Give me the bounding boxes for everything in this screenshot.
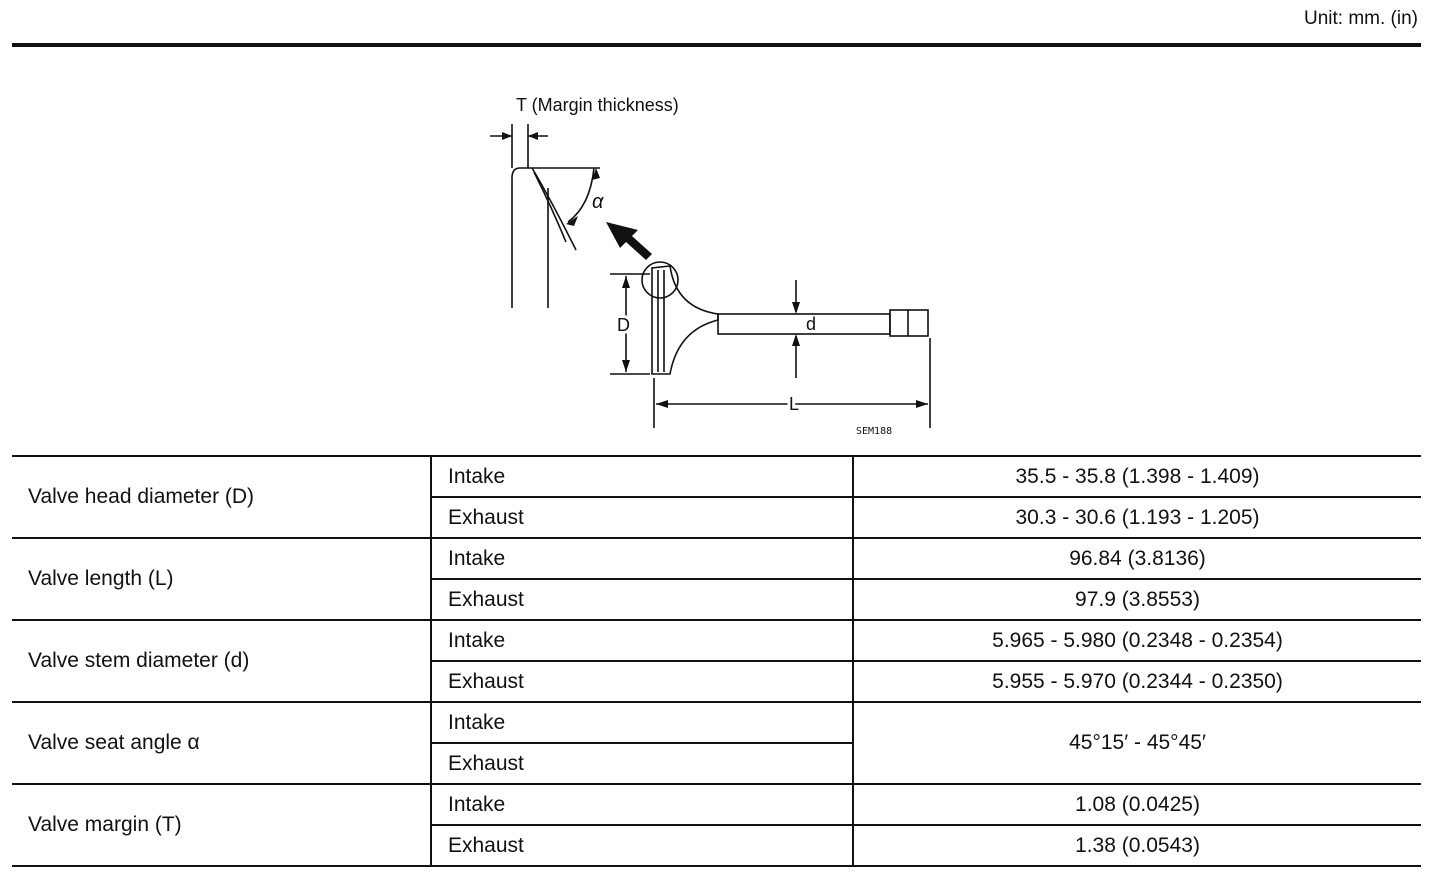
type-cell: Intake <box>431 538 853 579</box>
header-rule <box>12 43 1421 47</box>
value-cell: 5.965 - 5.980 (0.2348 - 0.2354) <box>853 620 1421 661</box>
alpha-arc <box>568 168 594 222</box>
type-cell: Intake <box>431 456 853 497</box>
valve-head <box>652 266 718 374</box>
stem-arrowhead-bottom <box>792 334 800 346</box>
t-arrowhead-left <box>502 132 512 140</box>
param-cell: Valve head diameter (D) <box>12 456 431 538</box>
alpha-symbol: α <box>592 191 604 213</box>
type-cell: Exhaust <box>431 579 853 620</box>
dim-label-lower-d: d <box>806 314 817 334</box>
value-cell: 1.38 (0.0543) <box>853 825 1421 866</box>
unit-label: Unit: mm. (in) <box>1304 8 1418 29</box>
d-arrowhead-bottom <box>622 360 630 372</box>
table-row <box>12 784 1421 825</box>
value-cell: 30.3 - 30.6 (1.193 - 1.205) <box>853 497 1421 538</box>
alpha-arrow-bottom <box>566 216 578 226</box>
param-cell: Valve margin (T) <box>12 784 431 866</box>
type-cell: Intake <box>431 620 853 661</box>
table-row <box>12 620 1421 661</box>
table-row <box>12 538 1421 579</box>
value-cell: 1.08 (0.0425) <box>853 784 1421 825</box>
valve-spec-table <box>12 455 1421 867</box>
valve-stem-end <box>890 310 928 336</box>
type-cell: Exhaust <box>431 661 853 702</box>
param-cell: Valve seat angle α <box>12 702 431 784</box>
table-row <box>12 702 1421 743</box>
type-cell: Intake <box>431 784 853 825</box>
pointer-arrow <box>606 222 652 260</box>
param-cell: Valve stem diameter (d) <box>12 620 431 702</box>
value-cell: 97.9 (3.8553) <box>853 579 1421 620</box>
stem-arrowhead-top <box>792 302 800 314</box>
value-cell: 45°15′ - 45°45′ <box>853 702 1421 784</box>
figure-code: SEM188 <box>856 426 893 437</box>
d-arrowhead-top <box>622 276 630 288</box>
value-cell: 96.84 (3.8136) <box>853 538 1421 579</box>
valve-diagram <box>470 88 950 438</box>
dim-label-l: L <box>789 394 800 414</box>
detail-outline-left <box>512 168 532 308</box>
l-arrowhead-left <box>656 400 668 408</box>
detail-face-inner <box>534 172 566 242</box>
type-cell: Intake <box>431 702 853 743</box>
param-cell: Valve length (L) <box>12 538 431 620</box>
l-arrowhead-right <box>916 400 928 408</box>
dim-label-upper-d: D <box>617 315 630 335</box>
value-cell: 5.955 - 5.970 (0.2344 - 0.2350) <box>853 661 1421 702</box>
margin-thickness-label: T (Margin thickness) <box>516 95 679 115</box>
value-cell: 35.5 - 35.8 (1.398 - 1.409) <box>853 456 1421 497</box>
valve-stem <box>718 314 890 334</box>
table-row <box>12 456 1421 497</box>
type-cell: Exhaust <box>431 743 853 784</box>
type-cell: Exhaust <box>431 497 853 538</box>
t-arrowhead-right <box>528 132 538 140</box>
type-cell: Exhaust <box>431 825 853 866</box>
